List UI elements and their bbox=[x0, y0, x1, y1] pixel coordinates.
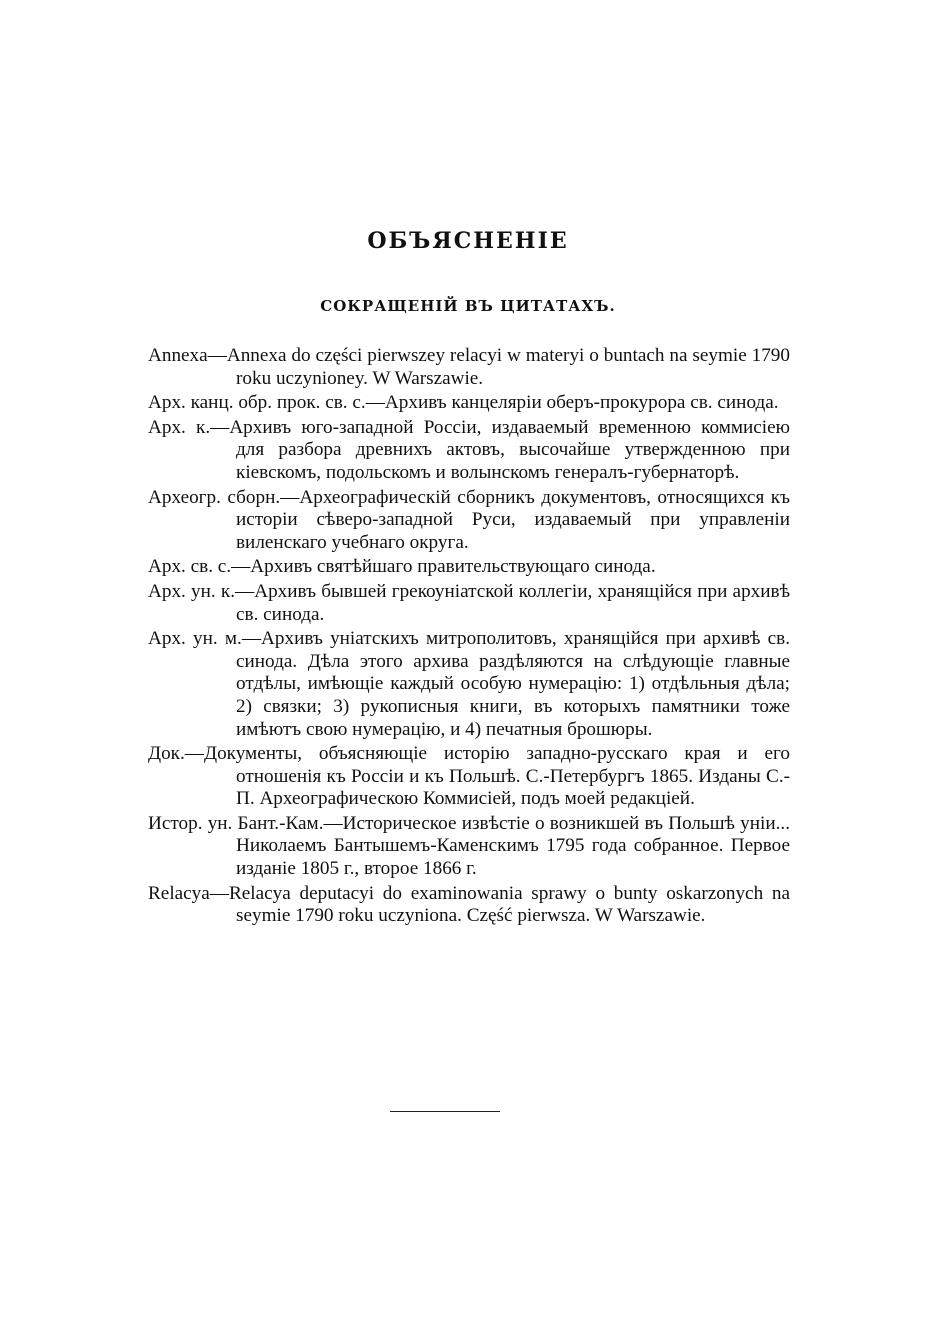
abbreviation-entry: Арх. ун. к.—Архивъ бывшей грекоуніатской коллегіи, хранящійся при архивѣ св. синода. bbox=[148, 580, 790, 625]
abbreviation-entry: Арх. канц. обр. прок. св. с.—Архивъ канцеляріи оберъ-прокурора св. синода. bbox=[148, 392, 779, 414]
abbreviation-list bbox=[148, 345, 790, 930]
abbreviation-entry: Истор. ун. Бант.-Кам.—Историческое извѣстіе о возникшей въ Польшѣ уніи... Николаемъ Бантышемъ-Каменскимъ 1795 года собранное. Первое изданіе 1805 г., второе 1866 г. bbox=[148, 812, 790, 880]
page-title: ОБЪЯСНЕНІЕ bbox=[367, 228, 569, 254]
abbreviation-entry: Археогр. сборн.—Археографическій сборникъ документовъ, относящихся къ исторіи сѣверо-западной Руси, издаваемый при управленіи виленскаго учебнаго округа. bbox=[148, 486, 790, 553]
abbreviation-entry: Арх. св. с.—Архивъ святѣйшаго правительствующаго синода. bbox=[148, 556, 656, 578]
closing-rule bbox=[390, 1111, 500, 1112]
abbreviation-entry: Арх. ун. м.—Архивъ уніатскихъ митрополитовъ, хранящійся при архивѣ св. синода. Дѣла этого архива раздѣляются на слѣдующіе главные отдѣлы, имѣющіе каждый особую нумерацію: 1) отдѣльныя дѣла; 2) связки; 3) рукописныя книги, въ которыхъ памятники тоже имѣютъ свою нумерацію, и 4) печатныя брошюры. bbox=[148, 628, 790, 740]
page-subtitle: СОКРАЩЕНІЙ ВЪ ЦИТАТАХЪ. bbox=[320, 297, 616, 315]
abbreviation-entry: Relacya—Relacya deputacyi do examinowania sprawy o bunty oskarzonych na seymie 1790 roku uczyniona. Część pierwsza. W Warszawie. bbox=[148, 882, 790, 927]
abbreviation-entry: Арх. к.—Архивъ юго-западной Россіи, издаваемый временною коммисіею для разбора древнихъ актовъ, высочайше утвержденною при кіевскомъ, подольскомъ и волынскомъ генералъ-губернаторѣ. bbox=[148, 416, 790, 483]
abbreviation-entry: Annexa—Annexa do części pierwszey relacyi w materyi o buntach na seymie 1790 roku uczynioney. W Warszawie. bbox=[148, 345, 790, 389]
abbreviation-entry: Док.—Документы, объясняющіе исторію западно-русскаго края и его отношенія къ Россіи и къ Польшѣ. С.-Петербургъ 1865. Изданы С.-П. Археографическою Коммисіей, подъ моей редакціей. bbox=[148, 743, 790, 810]
